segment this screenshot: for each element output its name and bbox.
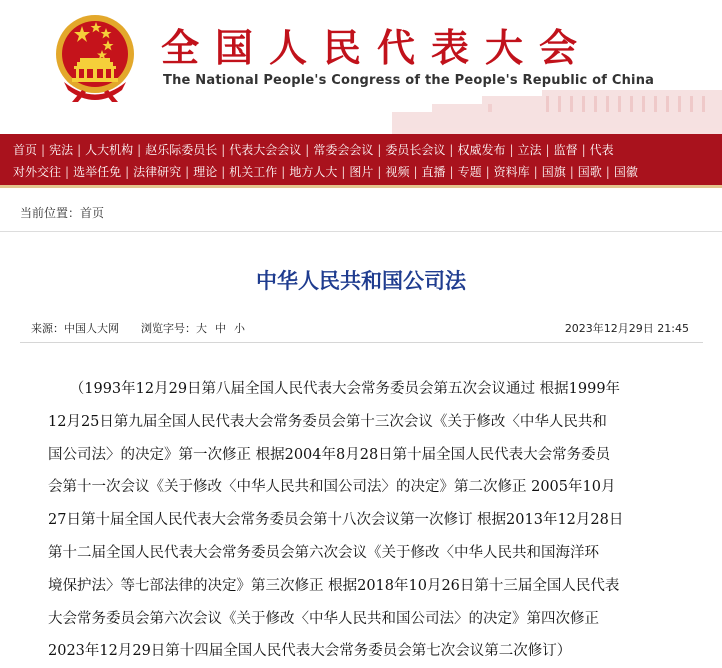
- nav-item-national-emblem[interactable]: 国徽: [613, 165, 638, 179]
- nav-item-congress-sessions[interactable]: 代表大会会议: [229, 143, 302, 157]
- site-title-cn: 全国人民代表大会: [161, 25, 594, 70]
- nav-item-legislation[interactable]: 立法: [517, 143, 542, 157]
- body-line: （1993年12月29日第八届全国人民代表大会常务委员会第五次会议通过 根据1999年: [48, 381, 621, 397]
- source-value: 中国人大网: [64, 322, 119, 335]
- font-size-medium-button[interactable]: 中: [215, 322, 226, 335]
- nav-item-foreign-affairs[interactable]: 对外交往: [13, 165, 62, 179]
- nav-item-home[interactable]: 首页: [13, 143, 38, 157]
- nav-separator: |: [221, 165, 226, 179]
- national-emblem-icon: [52, 12, 138, 104]
- body-line: 境保护法〉等七部法律的决定》第三次修正 根据2018年10月26日第十三届全国人民代表: [48, 577, 620, 594]
- nav-separator: |: [569, 165, 574, 179]
- nav-item-database[interactable]: 资料库: [493, 165, 530, 179]
- body-line: 第十二届全国人民代表大会常务委员会第六次会议《关于修改〈中华人民共和国海洋环: [48, 544, 599, 561]
- font-size-large-button[interactable]: 大: [196, 322, 207, 335]
- body-line: 12月25日第九届全国人民代表大会常务委员会第十三次会议《关于修改〈中华人民共和: [48, 413, 607, 430]
- nav-item-national-anthem[interactable]: 国歌: [577, 165, 602, 179]
- article-body: [48, 373, 678, 668]
- nav-separator: |: [341, 165, 346, 179]
- article-meta: [20, 318, 703, 343]
- nav-item-standing-committee[interactable]: 常委会会议: [313, 143, 374, 157]
- nav-separator: |: [281, 165, 286, 179]
- article-title: 中华人民共和国公司法: [256, 268, 466, 293]
- nav-item-local-congress[interactable]: 地方人大: [289, 165, 338, 179]
- nav-separator: |: [377, 165, 382, 179]
- breadcrumb-home-link[interactable]: 首页: [80, 206, 105, 220]
- nav-item-videos[interactable]: 视频: [385, 165, 410, 179]
- nav-separator: |: [413, 165, 418, 179]
- font-size-label: 浏览字号：: [141, 322, 196, 335]
- publish-date: 2023年12月29日 21:45: [564, 322, 689, 335]
- nav-separator: |: [545, 143, 550, 157]
- nav-item-supervision[interactable]: 监督: [553, 143, 578, 157]
- main-nav: [0, 134, 722, 188]
- site-title-en: The National People's Congress of the People's Republic of China: [163, 73, 655, 88]
- nav-separator: |: [581, 143, 586, 157]
- body-line: 国公司法〉的决定》第一次修正 根据2004年8月28日第十届全国人民代表大会常务委员: [48, 446, 611, 463]
- nav-row-2: [13, 161, 638, 184]
- nav-separator: |: [533, 165, 538, 179]
- body-line: 大会常务委员会第六次会议《关于修改〈中华人民共和国公司法〉的决定》第四次修正: [48, 610, 599, 627]
- nav-item-topics[interactable]: 专题: [457, 165, 482, 179]
- nav-separator: |: [485, 165, 490, 179]
- nav-item-chairman[interactable]: 赵乐际委员长: [145, 143, 218, 157]
- nav-item-npc-organs[interactable]: 人大机构: [85, 143, 134, 157]
- nav-item-constitution[interactable]: 宪法: [49, 143, 74, 157]
- nav-item-releases[interactable]: 权威发布: [457, 143, 506, 157]
- body-line: 27日第十届全国人民代表大会常务委员会第十八次会议第一次修订 根据2013年12月28日: [48, 512, 624, 529]
- breadcrumb-label: 当前位置：: [20, 206, 81, 220]
- nav-item-pictures[interactable]: 图片: [349, 165, 374, 179]
- breadcrumb: [0, 195, 722, 232]
- nav-separator: |: [449, 143, 454, 157]
- nav-item-theory[interactable]: 理论: [193, 165, 218, 179]
- source-label: 来源：: [31, 322, 64, 335]
- nav-item-national-flag[interactable]: 国旗: [541, 165, 566, 179]
- nav-separator: |: [509, 143, 514, 157]
- nav-row-1: [13, 139, 614, 162]
- nav-separator: |: [137, 143, 142, 157]
- nav-separator: |: [377, 143, 382, 157]
- body-line: 2023年12月29日第十四届全国人民代表大会常务委员会第七次会议第二次修订）: [48, 643, 572, 660]
- nav-separator: |: [185, 165, 190, 179]
- nav-item-elections[interactable]: 选举任免: [73, 165, 122, 179]
- nav-item-legal-research[interactable]: 法律研究: [133, 165, 182, 179]
- nav-separator: |: [449, 165, 454, 179]
- nav-separator: |: [65, 165, 70, 179]
- nav-separator: |: [125, 165, 130, 179]
- nav-item-council-of-chairmen[interactable]: 委员长会议: [385, 143, 446, 157]
- nav-separator: |: [77, 143, 82, 157]
- nav-separator: |: [221, 143, 226, 157]
- nav-separator: |: [605, 165, 610, 179]
- font-size-small-button[interactable]: 小: [234, 322, 245, 335]
- body-line: 会第十一次会议《关于修改〈中华人民共和国公司法〉的决定》第二次修正 2005年10月: [48, 479, 616, 496]
- site-header: [0, 0, 722, 134]
- nav-separator: |: [305, 143, 310, 157]
- nav-item-live[interactable]: 直播: [421, 165, 446, 179]
- nav-item-agency-work[interactable]: 机关工作: [229, 165, 278, 179]
- nav-separator: |: [41, 143, 46, 157]
- meta-left: [31, 318, 253, 340]
- nav-item-deputies[interactable]: 代表: [589, 143, 614, 157]
